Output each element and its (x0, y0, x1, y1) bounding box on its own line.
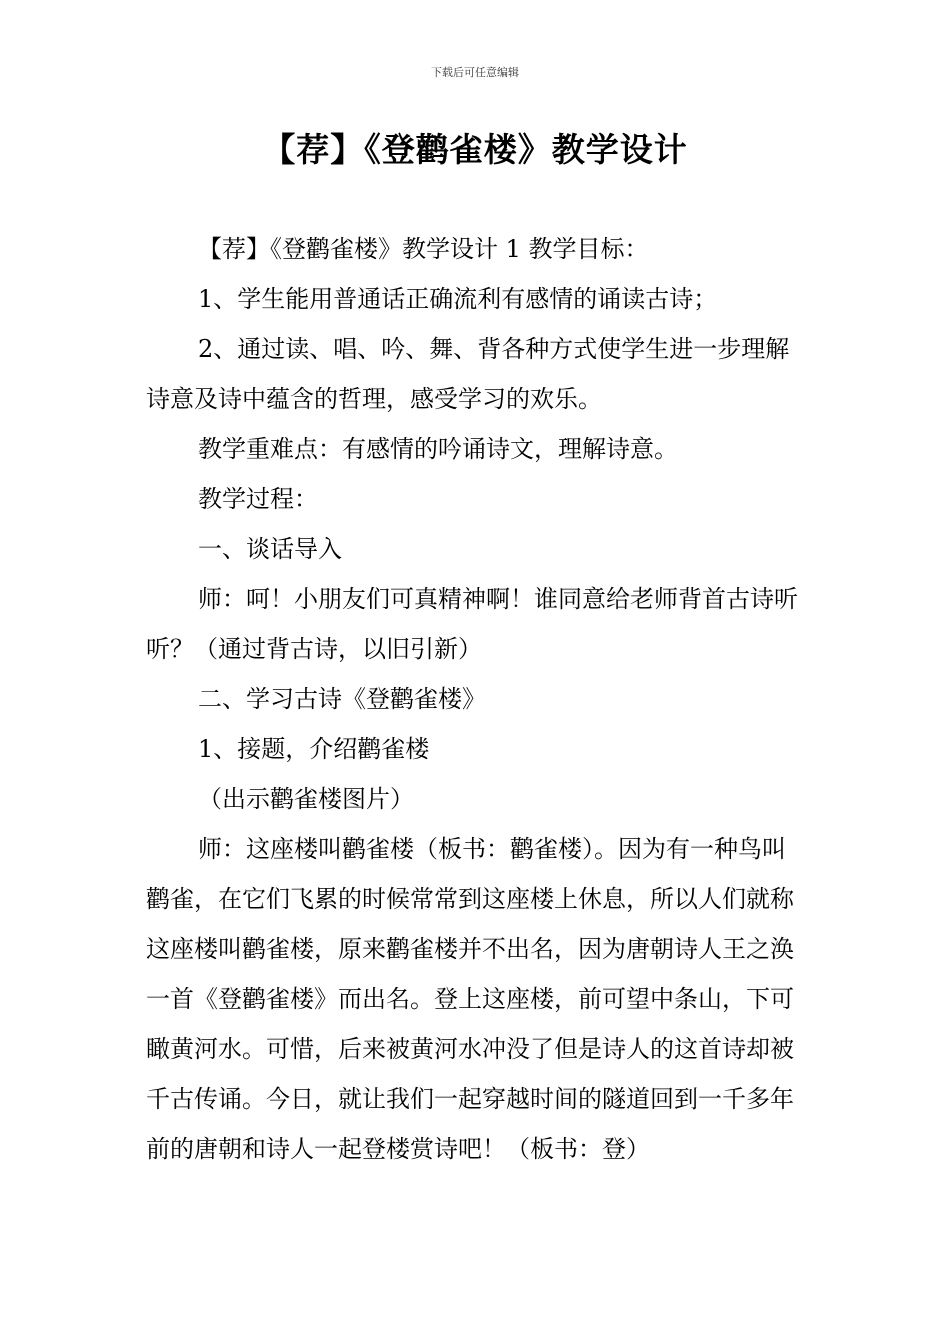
paragraph-section-1-heading: 一、谈话导入 (198, 535, 342, 563)
paragraph-key-points: 教学重难点：有感情的吟诵诗文，理解诗意。 (198, 435, 678, 463)
document-body (146, 224, 806, 1174)
document-title: 【荐】《登鹳雀楼》教学设计 (262, 130, 688, 169)
paragraph-section-2-heading: 二、学习古诗《登鹳雀楼》 (198, 685, 486, 713)
paragraph-goal-2: 2、通过读、唱、吟、舞、背各种方式使学生进一步理解诗意及诗中蕴含的哲理，感受学习的欢乐。 (146, 335, 790, 413)
paragraph-goal-1: 1、学生能用普通话正确流利有感情的诵读古诗； (198, 285, 718, 313)
paragraph-teacher-story: 师：这座楼叫鹳雀楼（板书：鹳雀楼）。因为有一种鸟叫鹳雀，在它们飞累的时候常常到这座楼上休息，所以人们就称这座楼叫鹳雀楼，原来鹳雀楼并不出名，因为唐朝诗人王之涣一首《登鹳雀楼》而出名。登上这座楼，前可望中条山，下可瞰黄河水。可惜，后来被黄河水冲没了但是诗人的这首诗却被千古传诵。今日，就让我们一起穿越时间的隧道回到一千多年前的唐朝和诗人一起登楼赏诗吧！（板书：登） (146, 835, 794, 1163)
paragraph-process-heading: 教学过程： (198, 485, 318, 513)
paragraph-show-picture: （出示鹳雀楼图片） (198, 785, 414, 813)
paragraph-intro: 【荐】《登鹳雀楼》教学设计 1 教学目标： (198, 235, 649, 263)
header-note: 下载后可任意编辑 (431, 66, 519, 79)
paragraph-teacher-intro: 师：呵！小朋友们可真精神啊！谁同意给老师背首古诗听听？（通过背古诗，以旧引新） (146, 585, 798, 663)
paragraph-step-1: 1、接题，介绍鹳雀楼 (198, 735, 430, 763)
